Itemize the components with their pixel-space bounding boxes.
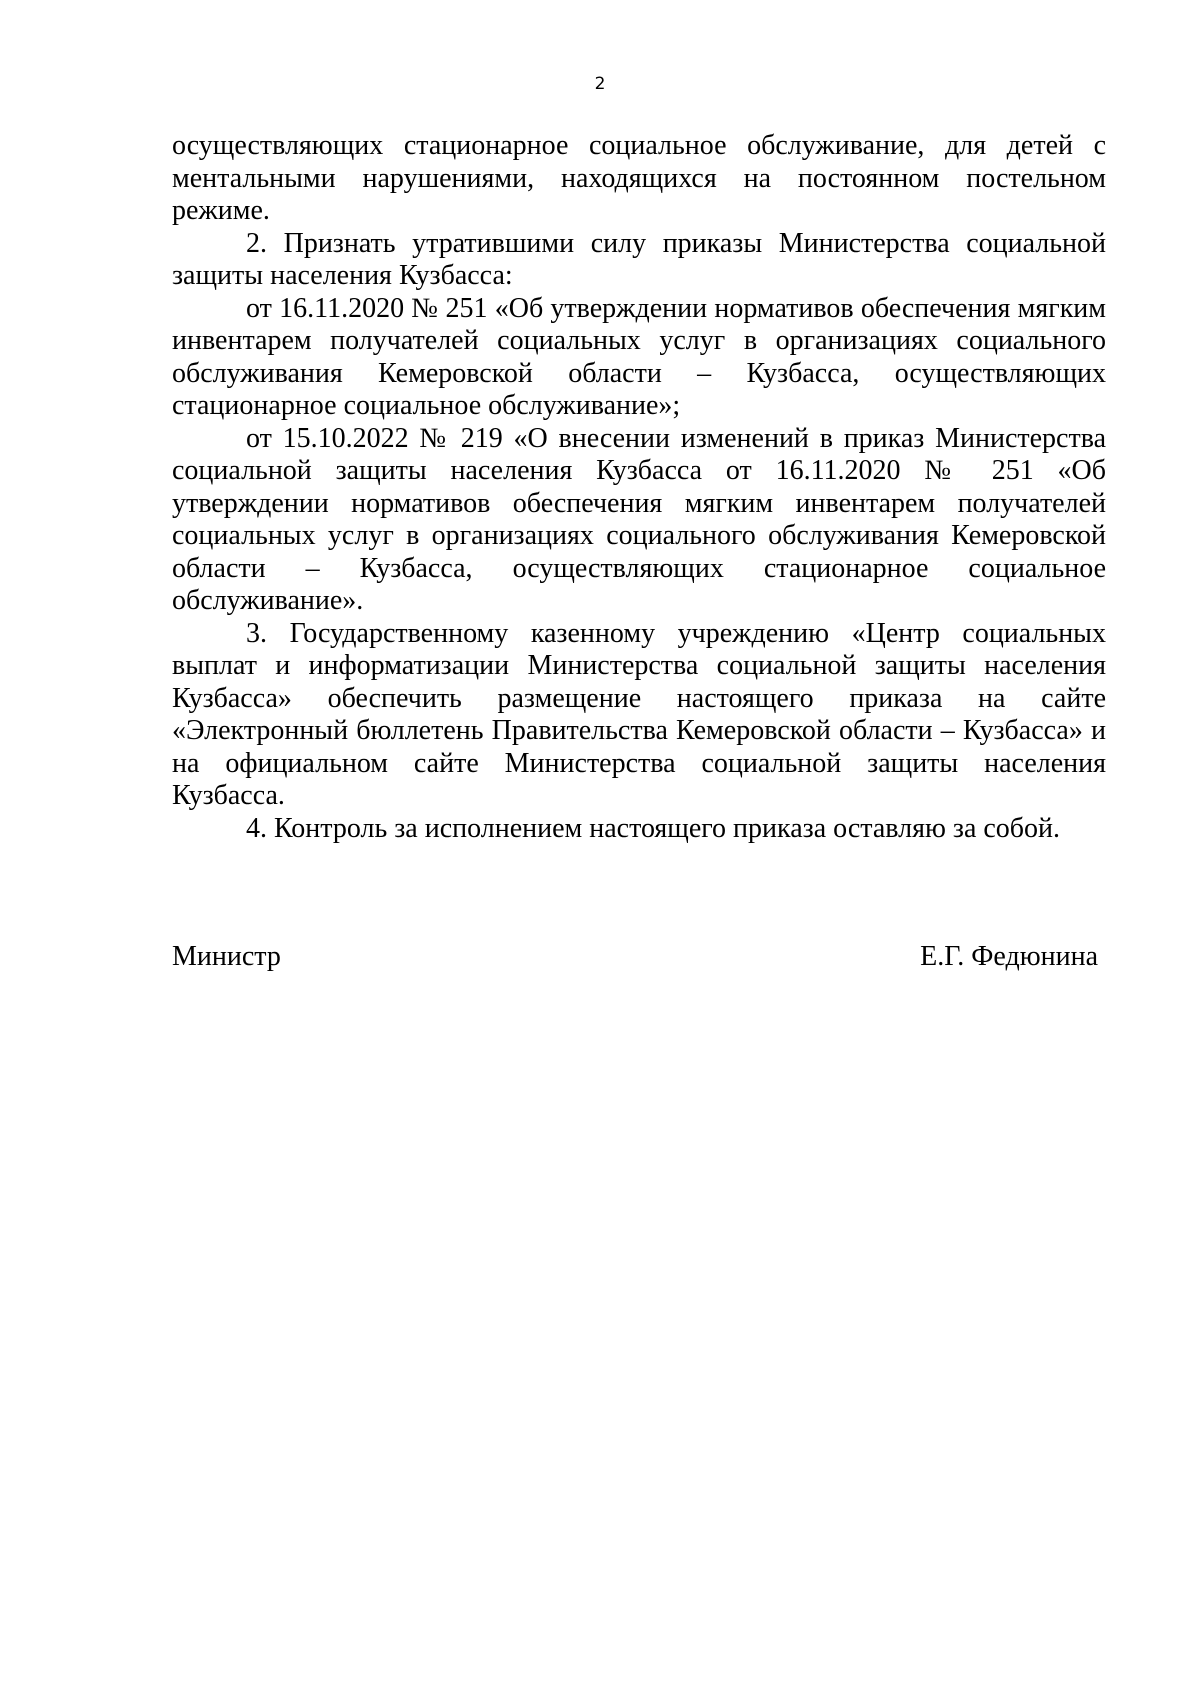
- paragraph-2-item-1: от 16.11.2020 № 251 «Об утверждении нормативов обеспечения мягким инвентарем получателей социальных услуг в организациях социального обслуживания Кемеровской области – Кузбасса, осуществляющих стационарное социальное обслуживание»;: [172, 292, 1106, 421]
- paragraph-2-item-2: от 15.10.2022 № 219 «О внесении изменений в приказ Министерства социальной защиты населения Кузбасса от 16.11.2020 № 251 «Об утверждении нормативов обеспечения мягким инвентарем получателей социальных услуг в организациях социального обслуживания Кемеровской области – Кузбасса, осуществляющих стационарное социальное обслуживание».: [172, 422, 1106, 616]
- document-body: [172, 130, 1106, 845]
- signatory-position: Министр: [172, 941, 281, 972]
- paragraph-continuation: осуществляющих стационарное социальное обслуживание, для детей с ментальными нарушениями, находящихся на постоянном постельном режиме.: [172, 130, 1106, 226]
- signature-block: [172, 941, 1098, 973]
- paragraph-2: 2. Признать утратившими силу приказы Министерства социальной защиты населения Кузбасса:: [172, 227, 1106, 291]
- paragraph-4: 4. Контроль за исполнением настоящего приказа оставляю за собой.: [246, 812, 1061, 844]
- page-number: 2: [594, 74, 606, 94]
- paragraph-3: 3. Государственному казенному учреждению «Центр социальных выплат и информатизации Министерства социальной защиты населения Кузбасса» обеспечить размещение настоящего приказа на сайте «Электронный бюллетень Правительства Кемеровской области – Кузбасса» и на официальном сайте Министерства социальной защиты населения Кузбасса.: [172, 617, 1106, 811]
- signatory-name: Е.Г. Федюнина: [920, 941, 1098, 972]
